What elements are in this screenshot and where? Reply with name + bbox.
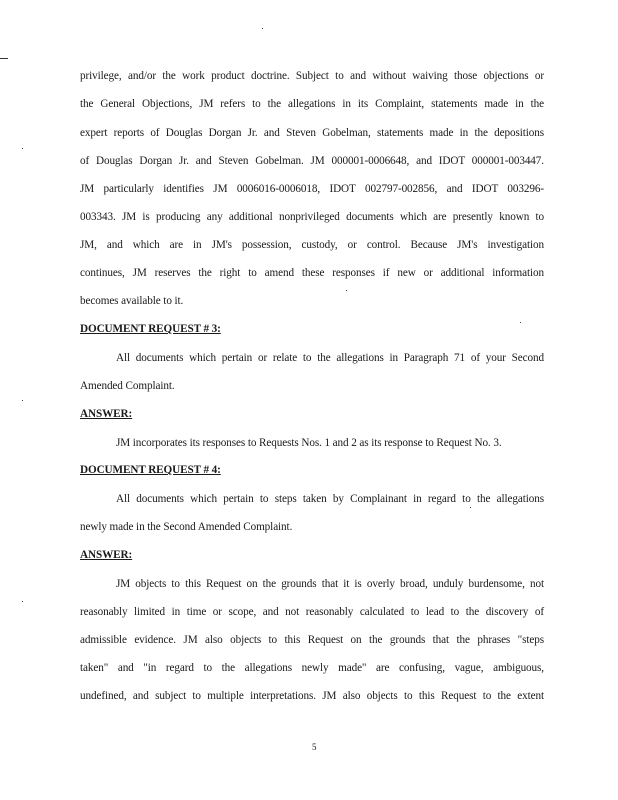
page-number: 5 <box>312 742 317 752</box>
request-3-line: Amended Complaint. <box>80 380 175 392</box>
answer-3-text: JM incorporates its responses to Requests Nos. 1 and 2 as its response to Request No. 3. <box>116 437 502 449</box>
paragraph-line: JM particularly identifies JM 0006016-0006018, IDOT 002797-002856, and IDOT 003296- <box>80 183 544 195</box>
answer-4-line: admissible evidence. JM also objects to this Request on the grounds that the phrases "steps <box>80 634 544 646</box>
scan-speck <box>346 290 347 291</box>
scan-speck <box>22 400 23 401</box>
paragraph-line: JM, and which are in JM's possession, custody, or control. Because JM's investigation <box>80 239 544 251</box>
request-4-heading: DOCUMENT REQUEST # 4: <box>80 464 221 476</box>
paragraph-line: the General Objections, JM refers to the allegations in its Complaint, statements made in the <box>80 98 544 110</box>
answer-4-line: JM objects to this Request on the grounds that it is overly broad, unduly burdensome, not <box>116 578 544 590</box>
scan-speck <box>470 507 471 508</box>
scan-speck <box>520 322 521 323</box>
paragraph-line: expert reports of Douglas Dorgan Jr. and Steven Gobelman, statements made in the depositions <box>80 127 544 139</box>
request-3-line: All documents which pertain or relate to the allegations in Paragraph 71 of your Second <box>116 352 544 364</box>
paragraph-line: continues, JM reserves the right to amend these responses if new or additional information <box>80 267 544 279</box>
answer-4-heading: ANSWER: <box>80 549 133 561</box>
paragraph-line: of Douglas Dorgan Jr. and Steven Gobelman. JM 000001-0006648, and IDOT 000001-003447. <box>80 155 544 167</box>
paragraph-line: becomes available to it. <box>80 295 184 307</box>
scan-mark <box>0 58 8 59</box>
answer-4-line: taken" and "in regard to the allegations newly made" are confusing, vague, ambiguous, <box>80 662 544 674</box>
answer-4-line: reasonably limited in time or scope, and not reasonably calculated to lead to the discovery of <box>80 606 544 618</box>
answer-3-heading: ANSWER: <box>80 408 133 420</box>
request-4-line: newly made in the Second Amended Complaint. <box>80 521 293 533</box>
paragraph-line: privilege, and/or the work product doctrine. Subject to and without waiving those objections or <box>80 70 544 82</box>
scan-speck <box>22 148 23 149</box>
paragraph-line: 003343. JM is producing any additional nonprivileged documents which are presently known to <box>80 211 544 223</box>
request-4-line: All documents which pertain to steps taken by Complainant in regard to the allegations <box>116 493 544 505</box>
request-3-heading: DOCUMENT REQUEST # 3: <box>80 323 221 335</box>
scan-speck <box>22 601 23 602</box>
scan-speck <box>262 28 263 29</box>
answer-4-line: undefined, and subject to multiple interpretations. JM also objects to this Request to the extent <box>80 690 544 702</box>
